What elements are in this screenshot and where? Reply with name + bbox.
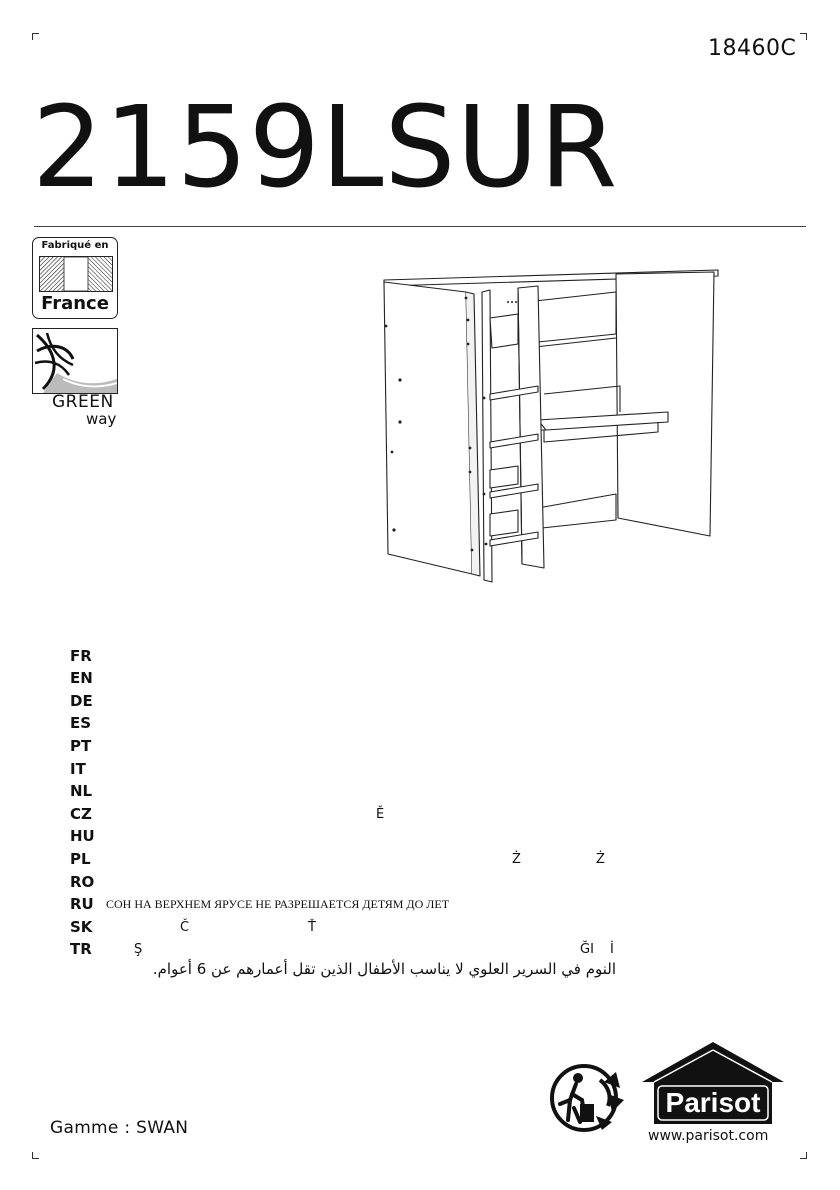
crop-mark-top-left	[32, 33, 39, 40]
warning-row-fr	[70, 647, 630, 669]
warning-row-tr	[70, 940, 630, 962]
crop-mark-top-right	[800, 33, 807, 40]
warning-row-cz	[70, 805, 630, 827]
product-line-drawing	[378, 262, 728, 600]
document-reference: 18460C	[708, 36, 797, 61]
warning-glyph: Ż	[512, 852, 521, 867]
parisot-logo	[640, 1040, 786, 1126]
warning-row-sk	[70, 918, 630, 940]
warning-row-ro	[70, 873, 630, 895]
warning-row-es	[70, 714, 630, 736]
warning-glyph: Ż	[596, 852, 605, 867]
language-code: PL	[70, 850, 91, 868]
made-in-france-badge	[32, 237, 118, 319]
range-label: Gamme : SWAN	[50, 1118, 189, 1138]
parisot-logo-text: Parisot	[665, 1087, 761, 1118]
warning-row-pl	[70, 850, 630, 872]
language-code: TR	[70, 940, 92, 958]
language-code: ES	[70, 714, 92, 732]
arabic-warning-text: النوم في السرير العلوي لا يناسب الأطفال الذين تقل أعمارهم عن 6 أعوام.	[152, 960, 616, 978]
warning-row-nl	[70, 782, 630, 804]
language-code: HU	[70, 827, 95, 845]
language-code: CZ	[70, 805, 92, 823]
warning-row-de	[70, 692, 630, 714]
language-code: FR	[70, 647, 92, 665]
language-code: PT	[70, 737, 92, 755]
warning-row-en	[70, 669, 630, 691]
warning-text: СОН НА ВЕРХНЕМ ЯРУСЕ НЕ РАЗРЕШАЕТСЯ ДЕТЯМ ДО ЛЕТ	[106, 897, 450, 911]
language-code: IT	[70, 760, 86, 778]
crop-mark-bottom-left	[32, 1152, 39, 1159]
product-title: 2159LSUR	[32, 83, 619, 213]
way-label: way	[86, 410, 117, 428]
website-url: www.parisot.com	[648, 1128, 769, 1144]
warning-glyph: Č	[180, 920, 190, 935]
language-code: RU	[70, 895, 94, 913]
language-code: DE	[70, 692, 93, 710]
warning-glyph: Ť	[308, 920, 316, 935]
warning-glyph: İ	[610, 942, 614, 957]
warning-row-hu	[70, 827, 630, 849]
warning-glyph: Ş	[134, 942, 143, 957]
crop-mark-bottom-right	[800, 1152, 807, 1159]
warning-row-pt	[70, 737, 630, 759]
warning-glyph: ĞI	[580, 942, 594, 957]
language-code: NL	[70, 782, 93, 800]
language-code: RO	[70, 873, 95, 891]
language-code: EN	[70, 669, 93, 687]
warning-glyph: Ě	[376, 807, 385, 822]
header-divider	[34, 226, 806, 227]
french-flag-icon	[39, 256, 113, 292]
warning-row-ru	[70, 895, 630, 917]
language-code: SK	[70, 918, 93, 936]
made-in-label: Fabriqué en	[41, 240, 109, 251]
warning-row-it	[70, 760, 630, 782]
green-way-globe-icon	[32, 328, 118, 394]
green-label: GREEN	[52, 392, 114, 412]
recycling-disposal-icon	[550, 1060, 628, 1136]
made-in-country: France	[41, 293, 109, 314]
